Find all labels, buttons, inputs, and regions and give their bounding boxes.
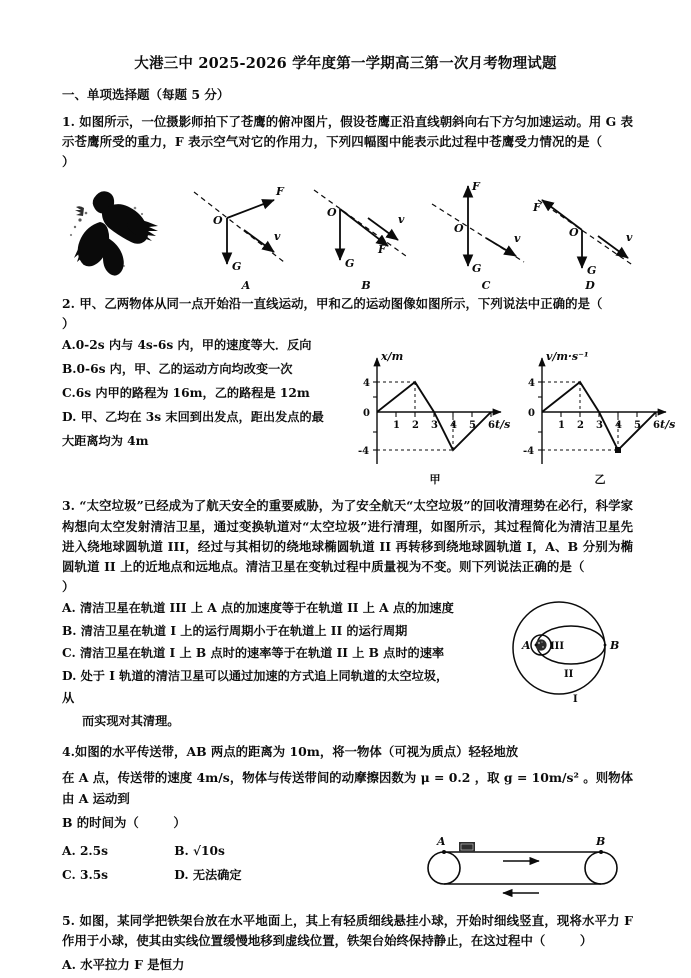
question-3-answer-blank [589,559,633,574]
question-2-number: 2. [62,296,75,312]
question-1-number: 1. [62,114,75,129]
chart-jia-xtick-2: 2 [412,420,419,432]
question-2-graphs [355,346,685,486]
figure-C-label-O: O [454,222,464,236]
chart-jia [355,346,515,486]
question-4-block [0,834,691,901]
question-3-paren-close: ） [62,578,75,594]
question-4-line1 [0,742,691,762]
question-4-option-C[interactable]: C. 3.5s [62,868,109,883]
figure-A-label-F: F [276,185,284,199]
chart-jia-caption: 甲 [429,473,441,487]
chart-jia-xtick-5: 5 [469,420,476,432]
question-2-text: 甲、乙两物体从同一点开始沿一直线运动，甲和乙的运动图像如图所示，下列说法中正确的是（ [79,296,603,312]
question-5-number: 5. [62,912,75,928]
question-4-line3 [0,813,691,833]
chart-jia-xtick-3: 3 [431,420,438,432]
question-5 [0,911,691,951]
figure-B-caption: B [361,279,371,293]
question-1-paren-close: ） [62,154,75,170]
chart-yi-ytick-neg4: -4 [523,446,535,458]
question-3-block [0,597,691,732]
question-4-options [0,839,362,888]
question-4-options-row2 [62,863,362,887]
question-4-answer-blank [143,815,169,830]
question-1-figure-D [530,178,650,293]
question-3-number: 3. [62,498,75,514]
question-4-options-row1 [62,839,362,863]
figure-D-caption: D [585,279,595,293]
chart-jia-ytick-0: 0 [363,408,370,420]
orbit-label-II: II [564,668,574,680]
figure-C-label-G: G [472,262,482,276]
figure-B-label-O: O [327,206,337,220]
figure-A-label-O: O [213,214,223,228]
figure-D-label-G: G [587,264,597,278]
question-2-answer-blank [607,296,633,311]
question-1-text: 如图所示，一位摄影师拍下了苍鹰的俯冲图片，假设苍鹰正沿直线朝斜向右下方匀加速运动。用 G 表示苍鹰所受的重力，F 表示空气对它的作用力，下列四幅图中能表示此过程中苍鹰受力情况的是（ [62,114,633,150]
question-1-figure-row [0,178,691,293]
eagle-photo [62,180,177,285]
orbit-label-A: A [522,638,531,652]
question-5-option-A[interactable]: A. 水平拉力 F 是恒力 [62,956,185,972]
question-3-option-D[interactable]: D. 处于 I 轨道的清洁卫星可以通过加速的方式追上同轨道的太空垃圾，从 [62,668,449,706]
question-4-text-line2: 在 A 点，传送带的速度 4m/s，物体与传送带间的动摩擦因数为 μ = 0.2 ，取 g = 10m/s² 。则物体由 A 运动到 [62,770,633,806]
question-2-options [0,334,327,453]
figure-B-label-v: v [398,213,405,227]
chart-yi-ytick-4: 4 [528,378,535,390]
chart-yi-xtick-6: 6 [653,420,660,432]
question-1-answer-blank [607,134,633,149]
question-3-option-A[interactable]: A. 清洁卫星在轨道 III 上 A 点的加速度等于在轨道 II 上 A 点的加速度 [62,600,454,615]
question-4-line2 [0,768,691,808]
figure-C-label-F: F [472,180,480,194]
question-5-options [0,955,691,975]
figure-D-label-O: O [569,226,579,240]
chart-jia-xtick-1: 1 [393,420,400,432]
chart-jia-xlabel: t/s [495,418,511,432]
figure-A-label-G: G [232,260,242,274]
orbit-label-I: I [573,693,578,705]
question-1-figure-C [426,178,546,293]
question-2-paren-close: ） [62,316,75,332]
figure-A-caption: A [241,279,251,293]
question-3-options [0,597,457,732]
figure-A-label-v: v [274,230,281,244]
orbit-label-III: III [550,640,565,652]
page-title: 大港三中 2025-2026 学年度第一学期高三第一次月考物理试题 [134,55,557,72]
question-5-paren-close: ） [579,932,593,948]
question-3-orbit-diagram [479,595,649,707]
figure-C-caption: C [481,279,491,293]
question-2-option-D[interactable]: D. 甲、乙均在 3s 末回到出发点，距出发点的最 [62,409,324,424]
figure-D-label-F: F [533,201,541,215]
figure-B-label-F: F [378,243,386,257]
question-4-conveyor-diagram [411,835,646,897]
question-4-option-B[interactable]: B. √10s [174,843,225,858]
chart-yi-xtick-3: 3 [596,420,603,432]
question-1-figure-B [306,178,426,293]
chart-yi-xtick-5: 5 [634,420,641,432]
question-2-option-B[interactable]: B.0-6s 内，甲、乙的运动方向均改变一次 [62,362,293,377]
question-3-text: “太空垃圾”已经成为了航天安全的重要威胁，为了安全航天“太空垃圾”的回收清理势在必行，科学家构想向太空发射清洁卫星，通过变换轨道对“太空垃圾”进行清理，如图所示，其过程简化为清洁卫星先进入绕地球圆轨道 III，经过与其相切的绕地球椭圆轨道 II 再转移到绕地球圆轨道 I，A、B 分别为椭圆轨道 II 上的近地点和远地点。清洁卫星在变轨过程中质量视为不变。则下列说法正确的是（ [62,498,633,574]
question-5-answer-blank [550,933,576,948]
conveyor-label-B: B [596,834,606,848]
question-4-option-D[interactable]: D. 无法确定 [174,868,242,883]
chart-yi [520,346,680,486]
question-3-option-D-cont: 而实现对其清理。 [82,713,180,728]
figure-D-label-v: v [626,231,633,245]
conveyor-label-A: A [437,834,446,848]
figure-B-label-G: G [345,257,355,271]
chart-jia-xtick-4: 4 [450,420,457,432]
chart-yi-caption: 乙 [594,473,606,487]
question-2-option-C[interactable]: C.6s 内甲的路程为 16m，乙的路程是 12m [62,386,310,401]
chart-yi-xtick-4: 4 [615,420,622,432]
question-4-text-line1: 4.如图的水平传送带，AB 两点的距离为 10m，将一物体（可视为质点）轻轻地放 [62,744,519,760]
question-4-option-A[interactable]: A. 2.5s [62,843,109,858]
chart-jia-xtick-6: 6 [488,420,495,432]
question-2-block [0,334,691,487]
question-4-paren-close: ） [173,814,186,830]
chart-yi-xtick-1: 1 [558,420,565,432]
question-1-figure-A [186,178,306,293]
chart-yi-ytick-0: 0 [528,408,535,420]
orbit-label-B: B [610,638,620,652]
question-2 [0,294,691,334]
figure-C-label-v: v [514,232,521,246]
chart-jia-ytick-neg4: -4 [358,446,370,458]
question-4-text-line3: B 的时间为（ [62,814,139,830]
chart-yi-xtick-2: 2 [577,420,584,432]
question-3-option-C[interactable]: C. 清洁卫星在轨道 I 上 B 点时的速率等于在轨道 II 上 B 点时的速率 [62,646,445,661]
section-heading: 一、单项选择题（每题 5 分） [62,87,230,102]
question-1 [0,112,691,172]
question-2-option-D-cont: 大距离均为 4m [62,433,149,448]
chart-jia-ylabel: x/m [381,350,404,364]
question-3 [0,496,691,596]
chart-jia-ytick-4: 4 [363,378,370,390]
chart-yi-ylabel: v/m·s⁻¹ [546,350,589,364]
question-3-option-B[interactable]: B. 清洁卫星在轨道 I 上的运行周期小于在轨道上 II 的运行周期 [62,623,408,638]
question-5-text: 如图，某同学把铁架台放在水平地面上，其上有轻质细线悬挂小球，开始时细线竖直，现将水平力 F 作用于小球，使其由实线位置缓慢地移到虚线位置，铁架台始终保持静止，在这过程中（ [62,912,633,948]
question-2-option-A[interactable]: A.0-2s 内与 4s-6s 内，甲的速度等大．反向 [62,338,312,353]
chart-yi-xlabel: t/s [660,418,676,432]
